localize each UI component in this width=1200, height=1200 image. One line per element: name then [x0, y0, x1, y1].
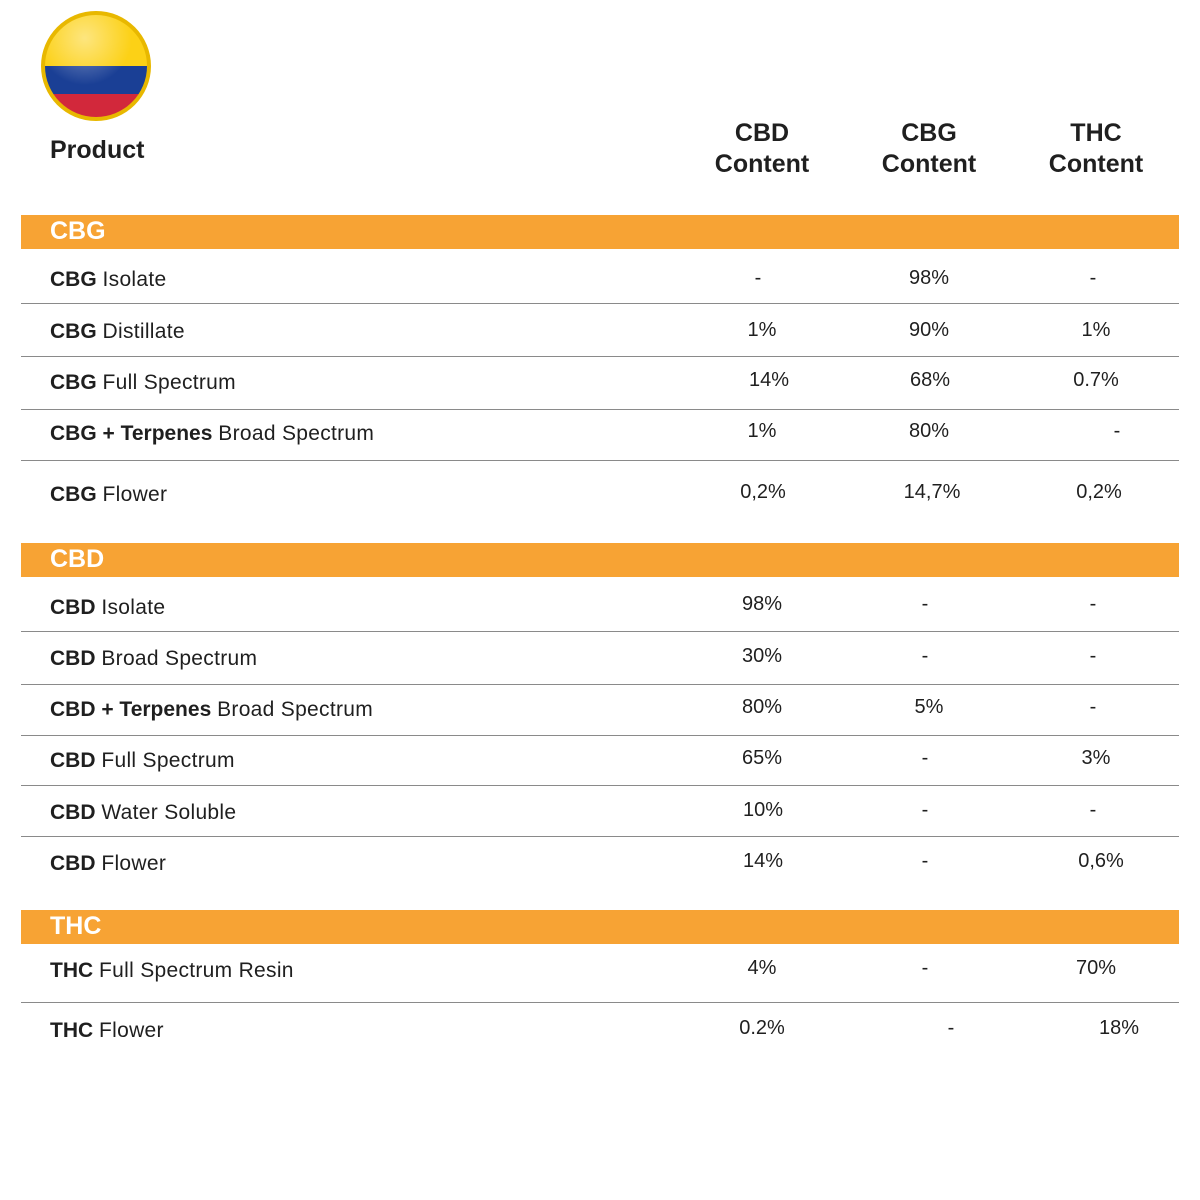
product-name	[50, 371, 236, 395]
table-row	[21, 837, 1179, 892]
thc-value: 1%	[1081, 319, 1111, 341]
product-name	[50, 596, 165, 620]
cbd-value: 4%	[747, 957, 777, 979]
cbd-value: 0.2%	[739, 1017, 785, 1039]
thc-value: -	[1089, 696, 1097, 718]
table-row	[21, 786, 1179, 837]
cbg-value: 14,7%	[903, 481, 961, 503]
column-header-line: Content	[1048, 150, 1144, 178]
cbd-content-column-header	[682, 118, 842, 180]
product-name-bold: CBD	[50, 852, 96, 875]
product-name-bold: CBG	[50, 268, 97, 291]
section-title: THC	[50, 912, 102, 940]
product-name-rest: Isolate	[102, 268, 167, 291]
cbg-value: 80%	[908, 420, 950, 442]
cbd-value: 1%	[747, 319, 777, 341]
cbg-value: -	[921, 645, 929, 667]
product-name-bold: CBG	[50, 371, 97, 394]
product-name	[50, 647, 257, 671]
product-name-bold: THC	[50, 959, 94, 982]
product-column-header: Product	[50, 136, 145, 164]
product-name-rest: Flower	[101, 852, 167, 875]
cbg-value: 5%	[914, 696, 944, 718]
table-row	[21, 577, 1179, 632]
product-name	[50, 422, 374, 446]
section-title: CBD	[50, 545, 105, 573]
product-name-bold: CBG + Terpenes	[50, 422, 213, 445]
product-name	[50, 698, 373, 722]
column-header-line: CBD	[734, 119, 790, 147]
column-header-line: Content	[714, 150, 810, 178]
thc-value: -	[1089, 593, 1097, 615]
thc-value: 3%	[1081, 747, 1111, 769]
product-name-rest: Distillate	[102, 320, 185, 343]
product-name-rest: Full Spectrum Resin	[99, 959, 294, 982]
cbd-value: 30%	[741, 645, 783, 667]
cbd-value: -	[754, 267, 762, 289]
section-title: CBG	[50, 217, 106, 245]
product-name-rest: Water Soluble	[101, 801, 237, 824]
product-name	[50, 852, 166, 876]
cbd-value: 14%	[742, 850, 784, 872]
thc-value: 0,2%	[1076, 481, 1122, 503]
thc-value: 0,6%	[1078, 850, 1124, 872]
product-name	[50, 268, 167, 292]
table-row	[21, 357, 1179, 410]
colombia-flag-icon	[40, 10, 152, 122]
thc-value: 18%	[1098, 1017, 1140, 1039]
table-row	[21, 632, 1179, 685]
cbg-value: -	[921, 593, 929, 615]
thc-content-column-header	[1016, 118, 1176, 180]
product-name	[50, 749, 235, 773]
product-name-rest: Broad Spectrum	[218, 422, 375, 445]
cbd-value: 10%	[742, 799, 784, 821]
product-name-bold: CBD	[50, 596, 96, 619]
product-name-bold: CBG	[50, 483, 97, 506]
thc-value: -	[1089, 645, 1097, 667]
thc-value: 0.7%	[1073, 369, 1119, 391]
cbg-value: 98%	[908, 267, 950, 289]
product-name-bold: CBG	[50, 320, 97, 343]
cbg-value: -	[921, 799, 929, 821]
table-row	[21, 461, 1179, 523]
cbd-value: 14%	[748, 369, 790, 391]
section-header-cbd	[21, 543, 1179, 577]
section-header-cbg	[21, 215, 1179, 249]
product-name	[50, 483, 167, 507]
product-name-bold: THC	[50, 1019, 94, 1042]
column-header-line: CBG	[901, 119, 957, 147]
cbg-value: -	[921, 850, 929, 872]
section-header-thc	[21, 910, 1179, 944]
table-row	[21, 736, 1179, 786]
cbd-value: 80%	[741, 696, 783, 718]
product-name-rest: Full Spectrum	[101, 749, 235, 772]
thc-value: -	[1089, 267, 1097, 289]
cbd-value: 1%	[747, 420, 777, 442]
column-header-line: THC	[1070, 119, 1122, 147]
product-name-rest: Full Spectrum	[102, 371, 236, 394]
table-row	[21, 685, 1179, 736]
product-name-bold: CBD	[50, 647, 96, 670]
table-row	[21, 249, 1179, 304]
product-name-bold: CBD + Terpenes	[50, 698, 212, 721]
thc-value: 70%	[1075, 957, 1117, 979]
cbg-content-column-header	[849, 118, 1009, 180]
product-name	[50, 320, 185, 344]
cbg-value: -	[947, 1017, 955, 1039]
table-row	[21, 944, 1179, 1003]
thc-value: -	[1089, 799, 1097, 821]
product-name-bold: CBD	[50, 801, 96, 824]
column-header-line: Content	[881, 150, 977, 178]
cbg-value: -	[921, 957, 929, 979]
product-name-bold: CBD	[50, 749, 96, 772]
table-row	[21, 304, 1179, 357]
table-row	[21, 1003, 1179, 1063]
cbd-value: 0,2%	[740, 481, 786, 503]
cbd-value: 65%	[741, 747, 783, 769]
product-name	[50, 1019, 164, 1043]
product-name-rest: Flower	[102, 483, 168, 506]
product-name	[50, 801, 236, 825]
product-name-rest: Broad Spectrum	[217, 698, 374, 721]
cbg-value: 68%	[909, 369, 951, 391]
product-name-rest: Broad Spectrum	[101, 647, 258, 670]
cbg-value: -	[921, 747, 929, 769]
thc-value: -	[1113, 420, 1121, 442]
cbg-value: 90%	[908, 319, 950, 341]
product-name-rest: Isolate	[101, 596, 166, 619]
product-name-rest: Flower	[99, 1019, 164, 1042]
table-row	[21, 410, 1179, 461]
cbd-value: 98%	[741, 593, 783, 615]
product-name	[50, 959, 294, 983]
